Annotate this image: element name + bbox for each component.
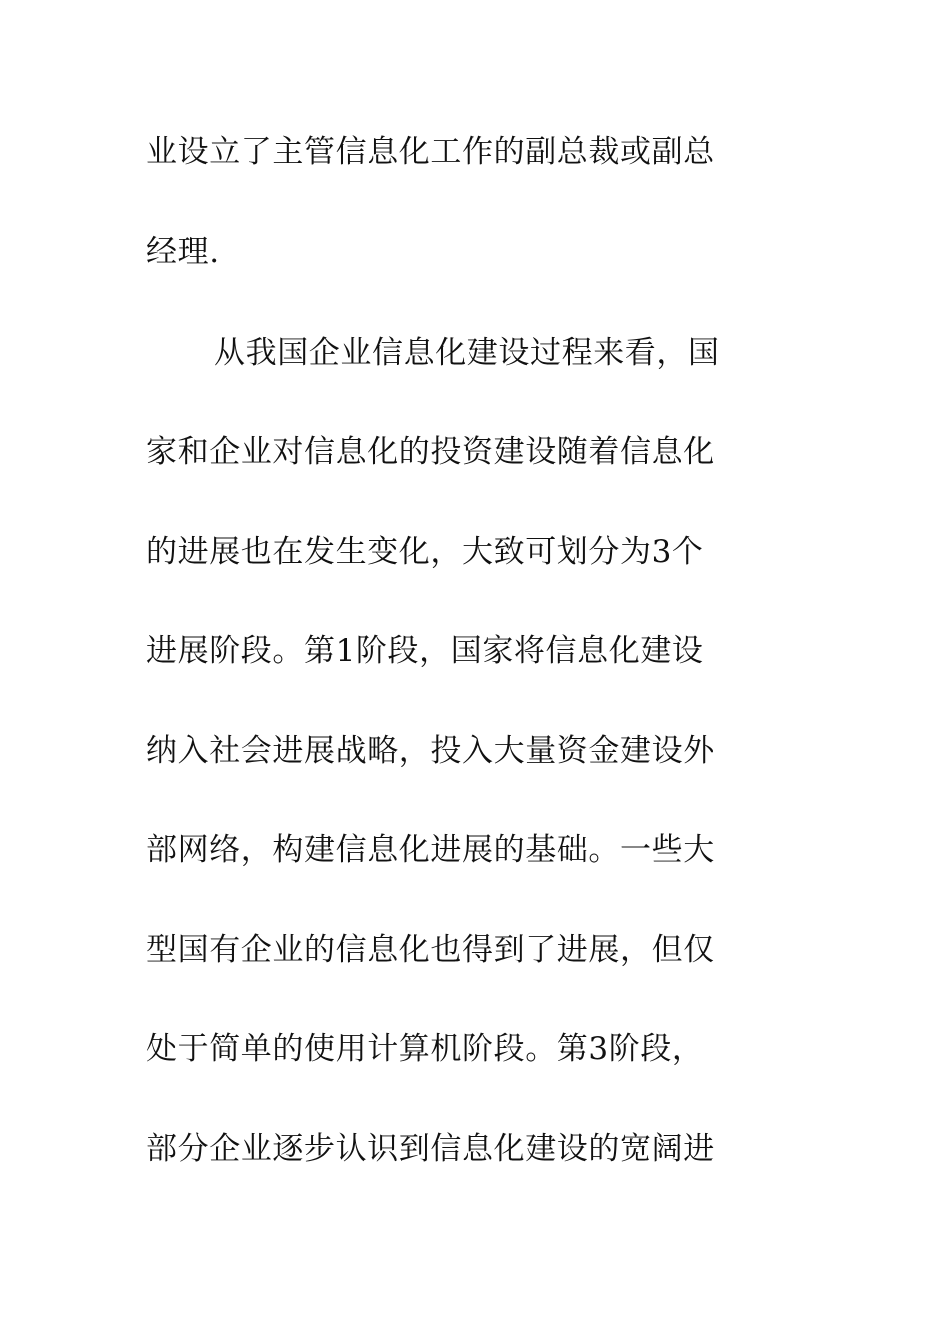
- text-line: 业设立了主管信息化工作的副总裁或副总: [146, 134, 715, 170]
- text-line: 部网络，构建信息化进展的基础。一些大: [146, 832, 715, 868]
- text-line: 进展阶段。第1阶段，国家将信息化建设: [146, 633, 704, 669]
- text-line: 纳入社会进展战略，投入大量资金建设外: [146, 733, 715, 769]
- text-line: 经理.: [146, 234, 220, 270]
- text-line: 家和企业对信息化的投资建设随着信息化: [146, 434, 715, 470]
- text-line: 处于简单的使用计算机阶段。第3阶段，: [146, 1031, 704, 1067]
- text-line: 部分企业逐步认识到信息化建设的宽阔进: [146, 1131, 715, 1167]
- paragraph-start-line: 从我国企业信息化建设过程来看，国: [214, 335, 720, 371]
- text-line: 的进展也在发生变化，大致可划分为3个: [146, 534, 704, 570]
- text-line: 型国有企业的信息化也得到了进展，但仅: [146, 932, 715, 968]
